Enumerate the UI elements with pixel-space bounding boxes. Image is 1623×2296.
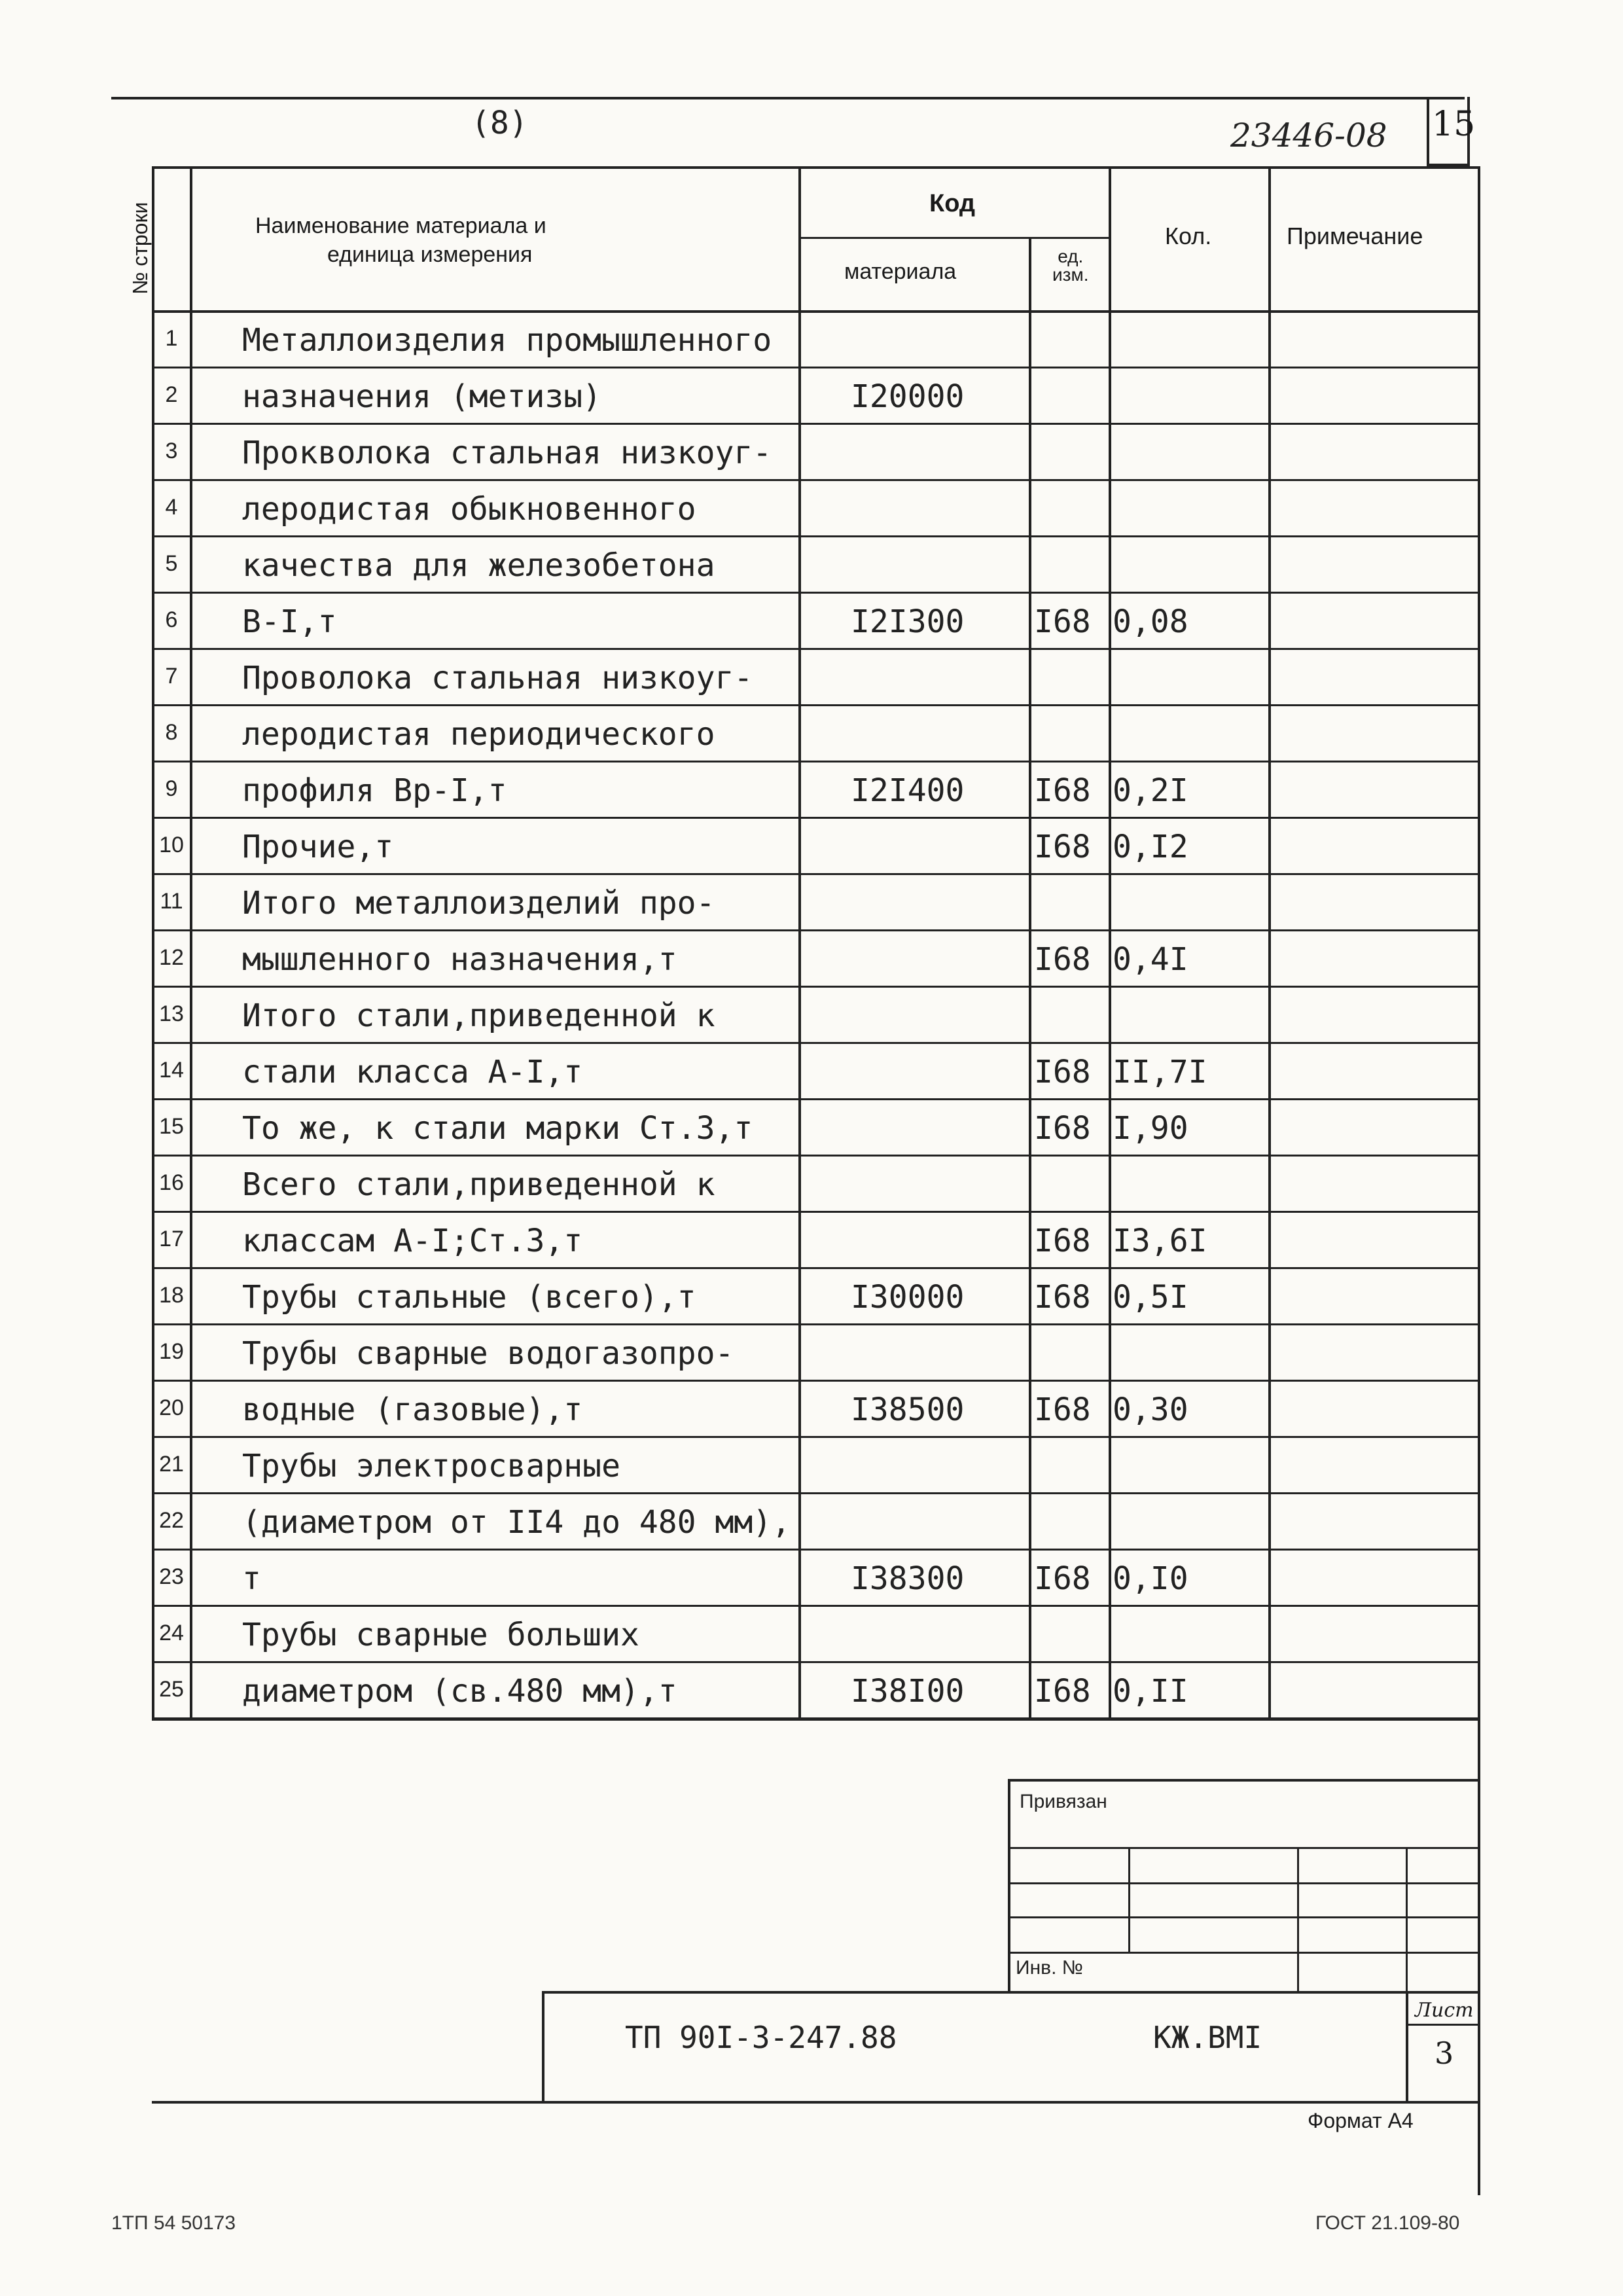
row-number: 25	[159, 1677, 184, 1702]
row-divider	[152, 1155, 1480, 1157]
row-number: 23	[159, 1564, 184, 1589]
header-code-unit	[1052, 247, 1089, 284]
unit-code: I68	[1034, 1560, 1091, 1597]
row-number: 5	[165, 551, 178, 576]
document-mark: КЖ.ВМI	[1153, 2020, 1262, 2055]
unit-code: I68	[1034, 1223, 1091, 1259]
material-name: леродистая обыкновенного	[242, 491, 696, 528]
material-name: Трубы сварные больших	[242, 1617, 639, 1653]
material-name: качества для железобетона	[242, 547, 715, 584]
material-name: классам А-I;Ст.3,т	[242, 1223, 583, 1259]
stamp-left-border	[1008, 1779, 1010, 1993]
row-number: 17	[159, 1227, 184, 1251]
material-code: I38I00	[851, 1673, 965, 1710]
material-code: I20000	[851, 378, 965, 415]
row-divider	[152, 761, 1480, 762]
row-number: 11	[160, 889, 183, 914]
header-code-material: материала	[844, 259, 957, 284]
row-number: 16	[159, 1170, 184, 1195]
page-number: 15	[1432, 105, 1476, 144]
top-border-line	[111, 97, 1465, 99]
stamp-col-1	[1128, 1847, 1130, 1952]
material-name: назначения (метизы)	[242, 378, 602, 415]
material-name: мышленного назначения,т	[242, 941, 677, 978]
footer-left-code: 1ТП 54 50173	[111, 2212, 236, 2234]
unit-code: I68	[1034, 1391, 1091, 1428]
row-divider	[152, 873, 1480, 875]
material-name: Трубы электросварные	[242, 1448, 620, 1484]
unit-code: I68	[1034, 1279, 1091, 1316]
material-name: То же, к стали марки Ст.3,т	[242, 1110, 753, 1147]
row-number: 7	[165, 664, 178, 689]
row-number: 13	[159, 1001, 184, 1026]
material-name: профиля Вр-I,т	[242, 772, 507, 809]
material-name: Трубы сварные водогазопро-	[242, 1335, 734, 1372]
quantity: 0,5I	[1113, 1279, 1188, 1316]
unit-column-divider	[1109, 166, 1111, 1718]
unit-code: I68	[1034, 603, 1091, 640]
sheet-label: Лист	[1415, 1999, 1474, 2022]
table-right-border	[1478, 166, 1480, 2195]
stamp-line-4	[1008, 1952, 1480, 1954]
unit-code: I68	[1034, 1054, 1091, 1090]
row-number: 14	[159, 1058, 184, 1083]
row-divider	[152, 423, 1480, 425]
stamp-line-1	[1008, 1847, 1480, 1849]
row-number: 1	[165, 326, 178, 351]
sheet-number: 3	[1435, 2036, 1454, 2071]
material-name: Итого стали,приведенной к	[242, 997, 715, 1034]
stamp-col-2	[1297, 1847, 1299, 1993]
stamp-top-border	[1008, 1779, 1480, 1782]
row-number: 3	[165, 439, 178, 463]
material-name: Проволока стальная низкоуг-	[242, 660, 753, 696]
row-divider	[152, 817, 1480, 819]
row-divider	[152, 1492, 1480, 1494]
inventory-number-label: Инв. №	[1016, 1957, 1083, 1979]
material-name: стали класса А-I,т	[242, 1054, 583, 1090]
quantity: I,90	[1113, 1110, 1188, 1147]
row-divider	[152, 1267, 1480, 1269]
row-divider	[152, 592, 1480, 594]
table-bottom-line	[152, 1718, 1480, 1721]
row-divider	[152, 1098, 1480, 1100]
row-divider	[152, 1042, 1480, 1044]
material-code: I38500	[851, 1391, 965, 1428]
code-column-divider	[1029, 237, 1031, 1718]
row-number: 2	[165, 382, 178, 407]
sheet-box-line	[1406, 2024, 1480, 2026]
footer-right-code: ГОСТ 21.109-80	[1315, 2212, 1460, 2234]
header-bottom-line	[152, 310, 1480, 313]
unit-code: I68	[1034, 1673, 1091, 1710]
row-number: 8	[165, 720, 178, 745]
unit-code: I68	[1034, 829, 1091, 865]
row-divider	[152, 1661, 1480, 1663]
document-number: 23446-08	[1230, 117, 1387, 154]
frame-bottom-line	[152, 2101, 1480, 2104]
sheet-box-left	[1406, 1991, 1408, 2101]
material-name: Прочие,т	[242, 829, 394, 865]
row-divider	[152, 367, 1480, 368]
material-code: I30000	[851, 1279, 965, 1316]
row-divider	[152, 1211, 1480, 1213]
row-divider	[152, 1323, 1480, 1325]
header-code: Код	[929, 190, 976, 217]
quantity: 0,4I	[1113, 941, 1188, 978]
quantity: 0,30	[1113, 1391, 1188, 1428]
row-number: 22	[159, 1508, 184, 1533]
quantity: 0,II	[1113, 1673, 1188, 1710]
material-name: диаметром (св.480 мм),т	[242, 1673, 677, 1710]
quantity: I3,6I	[1113, 1223, 1207, 1259]
code-subheader-line	[798, 237, 1109, 239]
row-number: 12	[159, 945, 184, 970]
row-number: 4	[165, 495, 178, 520]
table-top-border	[152, 166, 1480, 169]
designation-box-left	[542, 1991, 544, 2101]
quantity: 0,2I	[1113, 772, 1188, 809]
header-unit-line2: изм.	[1052, 264, 1089, 285]
row-divider	[152, 648, 1480, 650]
material-name: Итого металлоизделий про-	[242, 885, 715, 922]
section-label: (8)	[471, 105, 528, 141]
row-number: 15	[159, 1114, 184, 1139]
material-name: водные (газовые),т	[242, 1391, 583, 1428]
row-number: 6	[165, 607, 178, 632]
header-unit-line1: ед.	[1058, 246, 1084, 266]
material-code: I2I400	[851, 772, 965, 809]
row-divider	[152, 1549, 1480, 1551]
header-note: Примечание	[1287, 223, 1423, 249]
row-divider	[152, 479, 1480, 481]
row-number: 24	[159, 1621, 184, 1645]
material-name: т	[242, 1560, 261, 1597]
material-name: Трубы стальные (всего),т	[242, 1279, 696, 1316]
stamp-line-2	[1008, 1882, 1480, 1884]
qty-column-divider	[1268, 166, 1271, 1718]
header-quantity: Кол.	[1165, 223, 1212, 249]
row-number-column-divider	[190, 166, 192, 1718]
unit-code: I68	[1034, 1110, 1091, 1147]
material-name: В-I,т	[242, 603, 337, 640]
material-name: Прокволока стальная низкоуг-	[242, 435, 772, 471]
header-name-line1: Наименование материала и	[255, 213, 546, 238]
stamp-col-3	[1406, 1847, 1408, 1993]
material-name: Всего стали,приведенной к	[242, 1166, 715, 1203]
row-number: 10	[159, 833, 184, 857]
name-column-divider	[798, 166, 801, 1718]
row-divider	[152, 1380, 1480, 1382]
material-name: Металлоизделия промышленного	[242, 322, 772, 359]
stamp-line-3	[1008, 1916, 1480, 1918]
row-divider	[152, 929, 1480, 931]
format-label: Формат А4	[1308, 2109, 1414, 2132]
material-name: леродистая периодического	[242, 716, 715, 753]
quantity: 0,I0	[1113, 1560, 1188, 1597]
row-number: 18	[159, 1283, 184, 1308]
row-divider	[152, 986, 1480, 988]
project-code: ТП 90I-3-247.88	[625, 2020, 897, 2055]
unit-code: I68	[1034, 772, 1091, 809]
row-divider	[152, 704, 1480, 706]
row-number: 9	[165, 776, 178, 801]
material-code: I38300	[851, 1560, 965, 1597]
quantity: 0,I2	[1113, 829, 1188, 865]
material-name: (диаметром от II4 до 480 мм),	[242, 1504, 791, 1541]
unit-code: I68	[1034, 941, 1091, 978]
tied-label: Привязан	[1020, 1791, 1107, 1812]
row-number: 21	[159, 1452, 184, 1477]
designation-box-top	[542, 1991, 1480, 1994]
header-row-number: № строки	[128, 202, 152, 295]
quantity: 0,08	[1113, 603, 1188, 640]
row-number: 19	[159, 1339, 184, 1364]
row-number: 20	[159, 1395, 184, 1420]
material-code: I2I300	[851, 603, 965, 640]
row-divider	[152, 1436, 1480, 1438]
quantity: II,7I	[1113, 1054, 1207, 1090]
row-divider	[152, 535, 1480, 537]
header-name-line2: единица измерения	[327, 242, 533, 267]
row-divider	[152, 1605, 1480, 1607]
